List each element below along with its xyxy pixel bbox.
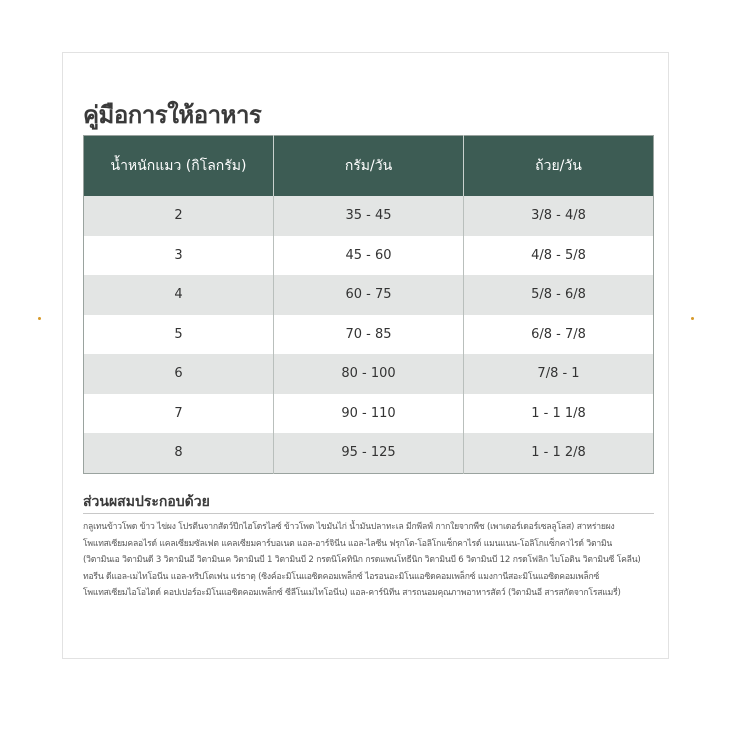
cell-grams: 60 - 75 xyxy=(274,275,464,315)
table-row xyxy=(84,354,654,394)
cell-cups: 1 - 1 1/8 xyxy=(464,394,654,434)
cell-grams: 95 - 125 xyxy=(274,433,464,473)
table-row xyxy=(84,315,654,355)
cell-weight: 7 xyxy=(84,394,274,434)
feeding-table xyxy=(83,135,654,474)
ingredients-line: ทอรีน ดีแอล-เมไทโอนีน แอล-ทริปโตเฟน แร่ธาตุ (ซิงค์อะมิโนแอซิดคอมเพล็กซ์ ไอรอนอะมิโนแอซิดคอมเพล็กซ์ แมงกานีสอะมิโนแอซิดคอมเพล็กซ์ xyxy=(83,571,600,582)
cell-cups: 1 - 1 2/8 xyxy=(464,433,654,473)
ingredients-line: กลูเทนข้าวโพด ข้าว ไข่ผง โปรตีนจากสัตว์ปีกไฮโดรไลซ์ ข้าวโพด ไขมันไก่ น้ำมันปลาทะเล มีกพีลฟ์ กากใยจากพืช (เพาเดอร์เดอร์เซลลูโลส) สาหร่ายผง xyxy=(83,522,615,532)
ingredients-text xyxy=(83,519,658,602)
table-header-row xyxy=(84,136,654,197)
cell-weight: 2 xyxy=(84,196,274,236)
cell-weight: 3 xyxy=(84,236,274,276)
ingredients-divider xyxy=(83,513,654,514)
cell-cups: 5/8 - 6/8 xyxy=(464,275,654,315)
cell-cups: 4/8 - 5/8 xyxy=(464,236,654,276)
feeding-guide-card xyxy=(62,52,669,659)
table-row xyxy=(84,196,654,236)
cell-cups: 3/8 - 4/8 xyxy=(464,196,654,236)
cell-cups: 7/8 - 1 xyxy=(464,354,654,394)
right-accent-dot xyxy=(691,317,694,320)
cell-cups: 6/8 - 7/8 xyxy=(464,315,654,355)
cell-weight: 5 xyxy=(84,315,274,355)
ingredients-heading: ส่วนผสมประกอบด้วย xyxy=(83,494,210,510)
table-row xyxy=(84,433,654,473)
ingredients-line: (วิตามินเอ วิตามินดี 3 วิตามินอี วิตามินเค วิตามินบี 1 วิตามินบี 2 กรดนิโคทินิก กรดแพนโทธีนิก วิตามินบี 6 วิตามินบี 12 กรดโฟลิก ไบโอติน วิตามินซี โคลีน) xyxy=(83,555,641,565)
cell-grams: 35 - 45 xyxy=(274,196,464,236)
page-title: คู่มือการให้อาหาร xyxy=(83,101,262,129)
cell-grams: 45 - 60 xyxy=(274,236,464,276)
cell-weight: 4 xyxy=(84,275,274,315)
cell-weight: 8 xyxy=(84,433,274,473)
cell-grams: 90 - 110 xyxy=(274,394,464,434)
left-accent-dot xyxy=(38,317,41,320)
cell-weight: 6 xyxy=(84,354,274,394)
ingredients-line: โพแทสเซียมคลอไรด์ แคลเซียมซัลเฟต แคลเซียมคาร์บอเนต แอล-อาร์จินีน แอล-ไลซีน ฟรุกโต-โอลิโกแซ็กคาไรด์ แมนแนน-โอลิโกแซ็กคาไรด์ วิตามิน xyxy=(83,538,613,549)
table-row xyxy=(84,394,654,434)
table-row xyxy=(84,236,654,276)
cell-grams: 70 - 85 xyxy=(274,315,464,355)
header-grams-per-day: กรัม/วัน xyxy=(274,136,464,197)
header-cups-per-day: ถ้วย/วัน xyxy=(464,136,654,197)
cell-grams: 80 - 100 xyxy=(274,354,464,394)
header-cat-weight: น้ำหนักแมว (กิโลกรัม) xyxy=(84,136,274,197)
ingredients-line: โพแทสเซียมไอโอไดด์ คอปเปอร์อะมิโนแอซิดคอมเพล็กซ์ ซีลีโนเมไทโอนีน) แอล-คาร์นิทีน สารถนอมคุณภาพอาหารสัตว์ (วิตามินอี สารสกัดจากโรสแมรี่) xyxy=(83,588,621,598)
table-row xyxy=(84,275,654,315)
